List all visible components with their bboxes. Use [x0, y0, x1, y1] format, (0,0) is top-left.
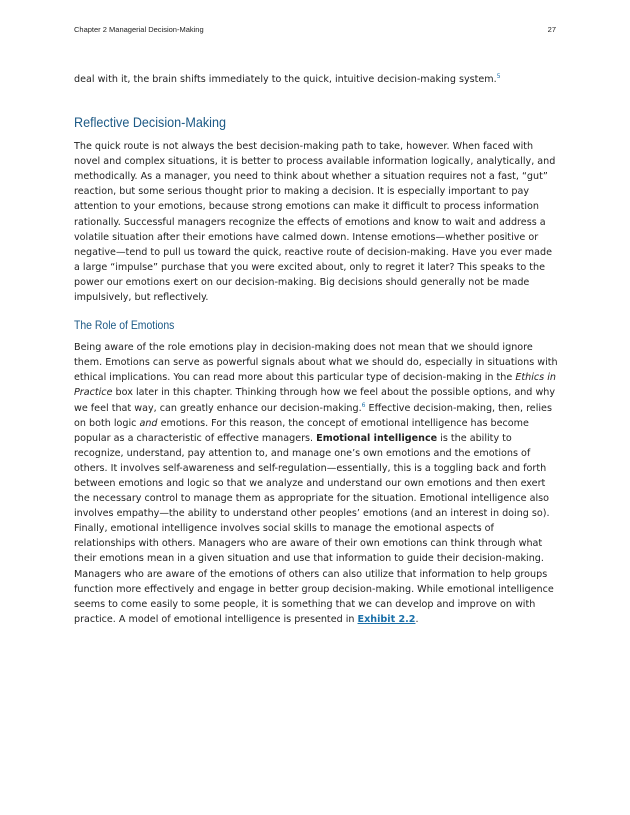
section-heading-emotions: The Role of Emotions — [74, 319, 175, 333]
page-number: 27 — [547, 25, 556, 34]
emotions-text-2: box later in this chapter. Thinking through how we feel about the possible options, and why we feel that way, can greatly enhance our decision-making. — [74, 387, 556, 414]
ethics-in-practice-ref: Ethics in Practice — [74, 372, 556, 399]
section-heading-reflective: Reflective Decision-Making — [74, 114, 226, 131]
emotions-text-5: is the ability to recognize, understand, pay attention to, and manage one’s own emotions and the emotions of others. It involves self-awareness and self-regulation—essentially, this is a toggling back and forth between emotions and logic so that we analyze and understand our own emotions and then exert the necessary control to manage them as appropriate for the situation. Emotional intelligence also involves empathy—the ability to understand other peoples’ emotions (and an interest in doing so). Finally, emotional intelligence involves social skills to manage the emotional aspects of relationships with others. Managers who are aware of their own emotions can think through what their emotions mean in a given situation and use that information to guide their decision-making. Managers who are aware of the emotions of others can also utilize that information to help groups function more effectively and engage in better group decision-making. While emotional intelligence seems to come easily to some people, it is something that we can develop and improve on with practice. A model of emotional intelligence is presented in — [74, 432, 554, 625]
intro-paragraph — [74, 72, 558, 87]
emotions-text-end: . — [415, 613, 419, 625]
footnote-ref-6[interactable]: 6 — [361, 401, 366, 409]
footnote-ref-5[interactable]: 5 — [496, 72, 501, 80]
chapter-title: Chapter 2 Managerial Decision-Making — [74, 25, 204, 34]
page-content — [74, 72, 558, 627]
emotions-text-1: Being aware of the role emotions play in decision-making does not mean that we should ignore them. Emotions can serve as powerful signals about what we should do, especially in situations with ethical implications. You can read more about this particular type of decision-making in the — [74, 342, 558, 384]
page-header — [74, 25, 556, 34]
exhibit-2-2-link[interactable]: Exhibit 2.2 — [357, 613, 416, 625]
emotions-paragraph — [74, 340, 558, 627]
emotions-text-3: Effective decision-making, then, relies on both logic — [74, 402, 552, 429]
emotions-text-4: emotions. For this reason, the concept of emotional intelligence has become popular as a characteristic of effective managers. — [74, 417, 529, 444]
reflective-paragraph: The quick route is not always the best decision-making path to take, however. When faced with novel and complex situations, it is better to process available information logically, analytically, and methodically. As a manager, you need to think about whether a situation requires not a fast, “gut” reaction, but some serious thought prior to making a decision. It is especially important to pay attention to your emotions, because strong emotions can make it difficult to process information rationally. Successful managers recognize the effects of emotions and know to wait and address a volatile situation after their emotions have calmed down. Intense emotions—whether positive or negative—tend to pull us toward the quick, reactive route of decision-making. Have you ever made a large “impulse” purchase that you were excited about, only to regret it later? This speaks to the power our emotions exert on our decision-making. Big decisions should generally not be made impulsively, but reflectively. — [74, 141, 556, 304]
and-emphasis: and — [139, 417, 158, 429]
key-term-emotional-intelligence: Emotional intelligence — [316, 432, 438, 444]
intro-text: deal with it, the brain shifts immediately to the quick, intuitive decision-making system. — [74, 74, 497, 85]
